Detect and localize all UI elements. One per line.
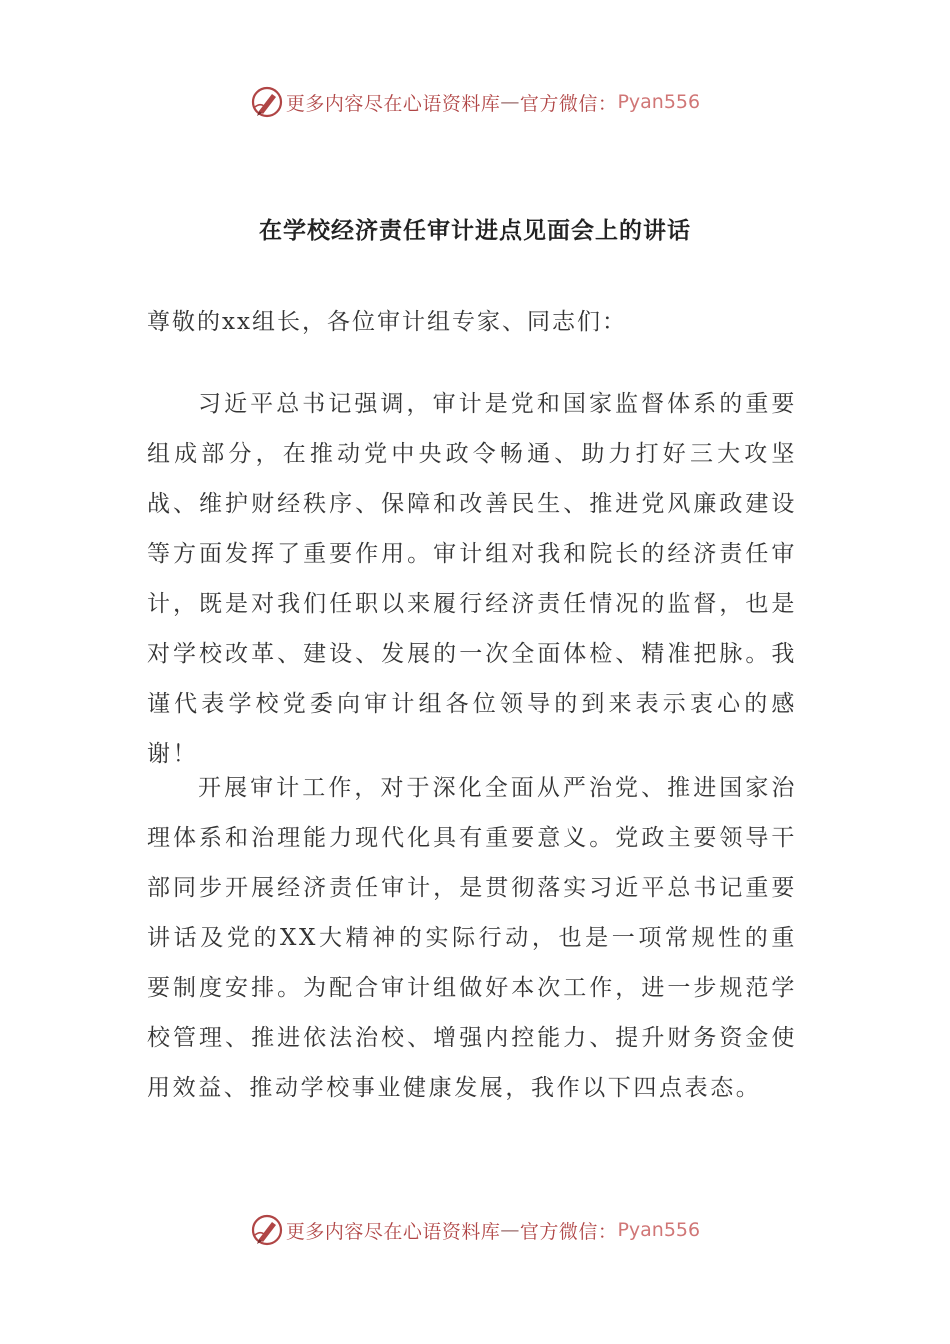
paragraph-2: 开展审计工作，对于深化全面从严治党、推进国家治理体系和治理能力现代化具有重要意义。党政主要领导干部同步开展经济责任审计，是贯彻落实习近平总书记重要讲话及党的XX大精神的实际行动，也是一项常规性的重要制度安排。为配合审计组做好本次工作，进一步规范学校管理、推进依法治校、增强内控能力、提升财务资金使用效益、推动学校事业健康发展，我作以下四点表态。 (147, 775, 797, 1101)
header-watermark (0, 80, 950, 124)
watermark-wechat-label: 官方微信： (519, 1220, 618, 1243)
watermark-text: 更多内容尽在心语资料库 (285, 92, 501, 115)
document-title: 在学校经济责任审计进点见面会上的讲话 (259, 217, 691, 244)
watermark-wechat-label: 官方微信： (519, 92, 618, 115)
footer-watermark (0, 1208, 950, 1252)
watermark-wechat-id: Pyan556 (617, 91, 701, 113)
watermark-wechat-id: Pyan556 (617, 1219, 701, 1241)
pen-logo-icon (250, 1213, 284, 1247)
watermark-separator: — (500, 1219, 520, 1241)
pen-logo-icon (250, 85, 284, 119)
watermark-separator: — (500, 91, 520, 113)
salutation: 尊敬的xx组长，各位审计组专家、同志们： (147, 309, 627, 335)
watermark-text: 更多内容尽在心语资料库 (285, 1220, 501, 1243)
paragraph-1: 习近平总书记强调，审计是党和国家监督体系的重要组成部分，在推动党中央政令畅通、助力打好三大攻坚战、维护财经秩序、保障和改善民生、推进党风廉政建设等方面发挥了重要作用。审计组对我和院长的经济责任审计，既是对我们任职以来履行经济责任情况的监督，也是对学校改革、建设、发展的一次全面体检、精准把脉。我谨代表学校党委向审计组各位领导的到来表示衷心的感谢！ (147, 391, 797, 767)
